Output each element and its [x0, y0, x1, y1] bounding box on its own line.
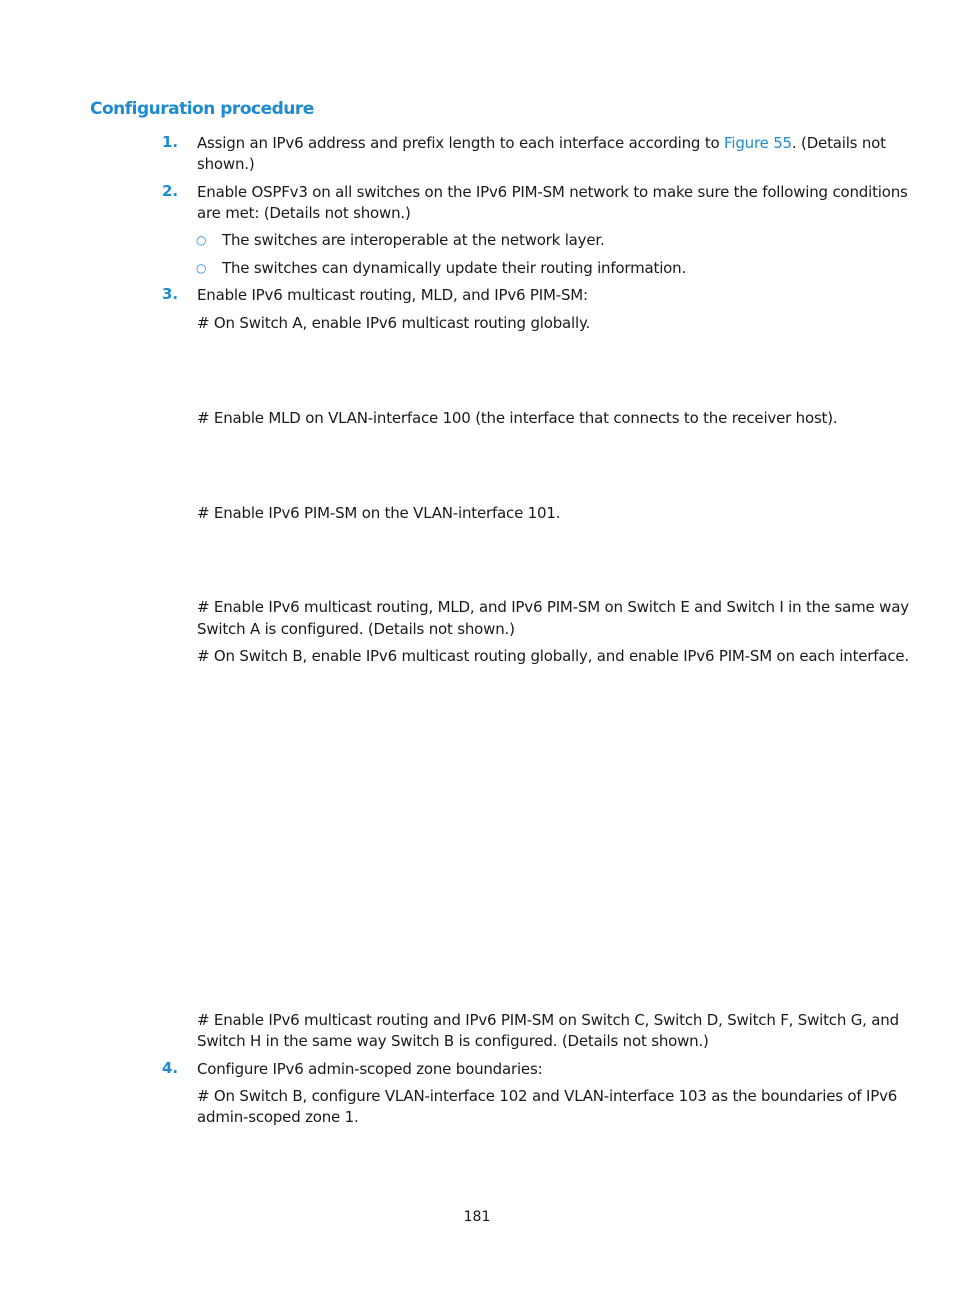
- step-number-4: 4.: [162, 1059, 179, 1077]
- comment-switch-a-routing: # On Switch A, enable IPv6 multicast routing globally.: [197, 314, 591, 332]
- bullet-icon: ○: [196, 233, 207, 247]
- step-2-text-line2: are met: (Details not shown.): [197, 204, 411, 222]
- bullet-item-1: The switches are interoperable at the network layer.: [222, 231, 605, 249]
- step-1-text-post: . (Details not: [791, 134, 886, 152]
- comment-switch-e-i-line1: # Enable IPv6 multicast routing, MLD, and IPv6 PIM-SM on Switch E and Switch I in the same way: [197, 598, 909, 616]
- comment-zone-boundaries-line2: admin-scoped zone 1.: [197, 1108, 359, 1126]
- step-1-text-pre: Assign an IPv6 address and prefix length to each interface according to: [197, 134, 725, 152]
- comment-switch-b: # On Switch B, enable IPv6 multicast routing globally, and enable IPv6 PIM-SM on each interface.: [197, 647, 909, 665]
- step-1-text: [197, 133, 886, 154]
- section-heading: Configuration procedure: [90, 99, 314, 119]
- comment-zone-boundaries-line1: # On Switch B, configure VLAN-interface 102 and VLAN-interface 103 as the boundaries of IPv6: [197, 1087, 898, 1105]
- bullet-item-2: The switches can dynamically update their routing information.: [222, 259, 687, 277]
- step-4-text: Configure IPv6 admin-scoped zone boundaries:: [197, 1060, 543, 1078]
- comment-enable-pim-sm: # Enable IPv6 PIM-SM on the VLAN-interface 101.: [197, 504, 561, 522]
- step-number-3: 3.: [162, 285, 179, 303]
- comment-switch-c-h-line2: Switch H in the same way Switch B is configured. (Details not shown.): [197, 1032, 709, 1050]
- comment-switch-e-i-line2: Switch A is configured. (Details not shown.): [197, 620, 515, 638]
- comment-enable-mld: # Enable MLD on VLAN-interface 100 (the interface that connects to the receiver host).: [197, 409, 838, 427]
- figure-55-link[interactable]: Figure 55: [724, 134, 792, 152]
- step-3-text: Enable IPv6 multicast routing, MLD, and IPv6 PIM-SM:: [197, 286, 588, 304]
- step-number-1: 1.: [162, 133, 179, 151]
- comment-switch-c-h-line1: # Enable IPv6 multicast routing and IPv6 PIM-SM on Switch C, Switch D, Switch F, Switch G, and: [197, 1011, 899, 1029]
- step-1-text-line2: shown.): [197, 155, 255, 173]
- step-number-2: 2.: [162, 182, 179, 200]
- bullet-icon: ○: [196, 261, 207, 275]
- page-number: 181: [463, 1209, 491, 1225]
- step-2-text-line1: Enable OSPFv3 on all switches on the IPv6 PIM-SM network to make sure the following conditions: [197, 183, 908, 201]
